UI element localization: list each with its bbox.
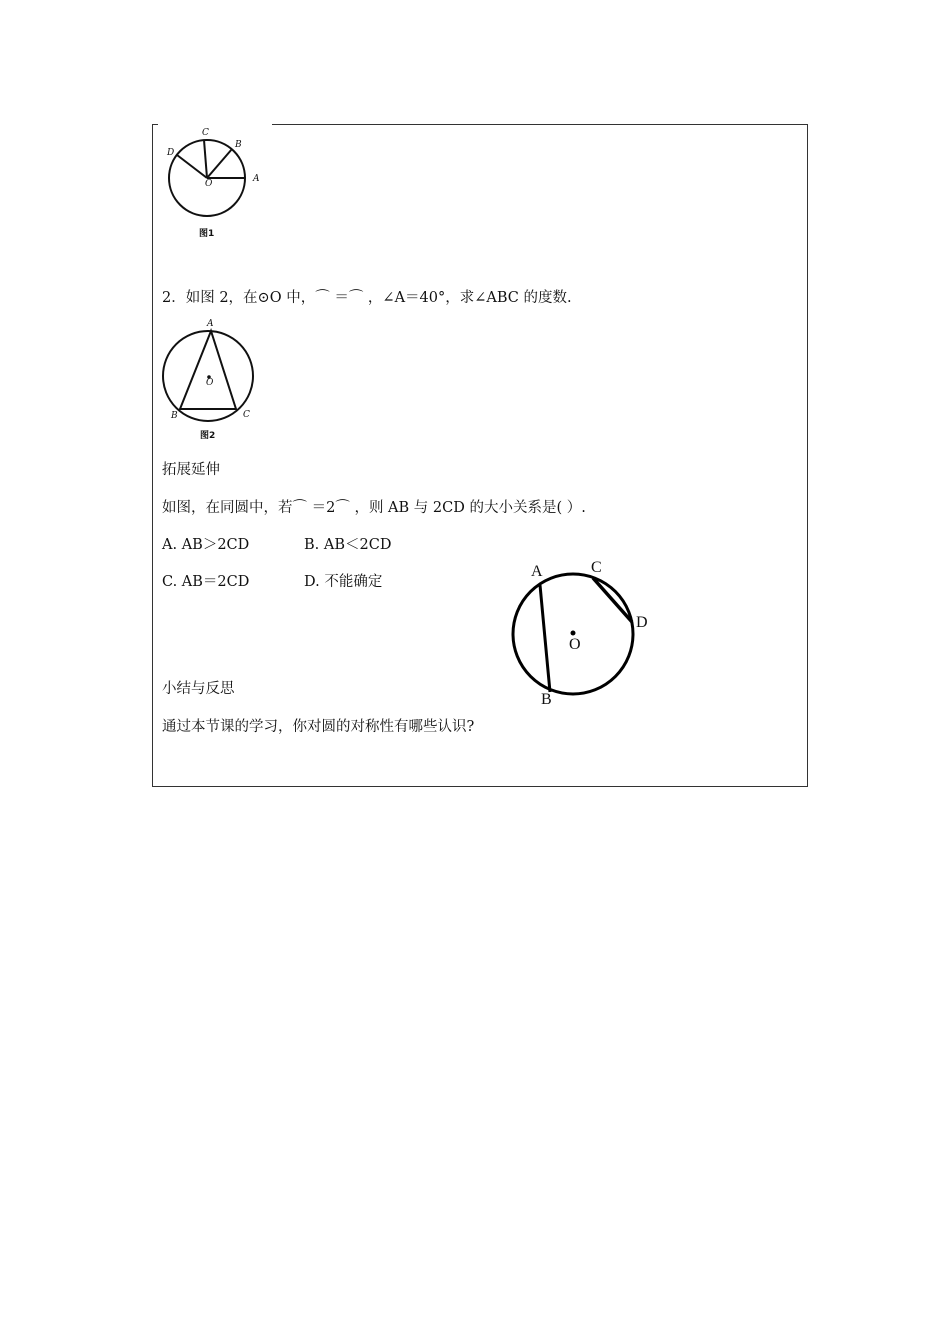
figure2-label-b: B [171,411,178,421]
figure3-label-o: O [569,636,581,653]
extension-question: 如图，在同圆中，若⌒ ＝2⌒ ，则 AB 与 2CD 的大小关系是( ）. [162,500,586,516]
figure3-label-c: C [591,559,602,576]
figure2-label-c: C [243,410,250,420]
figure2-label-a: A [207,319,214,329]
question2-text: 2．如图 2，在⊙O 中，⌒ ＝⌒ ，∠A＝40°，求∠ABC 的度数. [162,290,572,306]
figure2-caption: 图2 [200,431,216,441]
figure3-label-d: D [636,614,648,631]
figure2-label-o: O [206,378,214,388]
figure1-label-a: A [253,174,260,184]
option-d: D. 不能确定 [304,574,383,590]
extension-heading: 拓展延伸 [162,462,220,478]
figure1-label-d: D [167,148,175,158]
figure1-caption: 图1 [199,229,215,239]
option-b: B. AB＜2CD [304,537,392,553]
figure1-label-c: C [202,128,209,138]
figure3-label-a: A [531,563,543,580]
figure1-label-b: B [235,140,242,150]
summary-question: 通过本节课的学习，你对圆的对称性有哪些认识? [162,719,475,735]
figure1-label-o: O [205,179,213,189]
figure3-label-b: B [541,691,552,708]
option-c: C. AB＝2CD [162,574,250,590]
option-a: A. AB＞2CD [162,537,250,553]
summary-heading: 小结与反思 [162,681,235,697]
